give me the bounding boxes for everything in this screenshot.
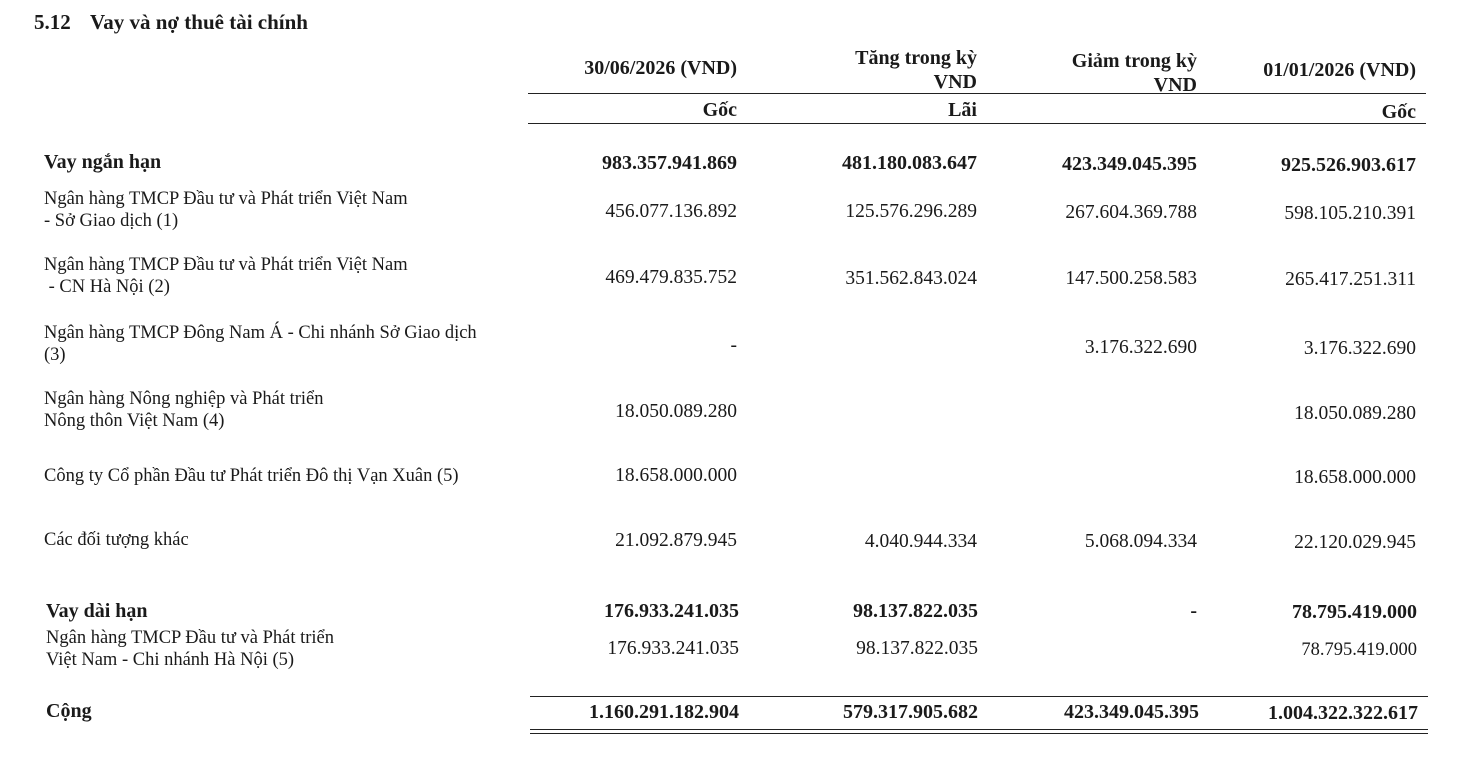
table-cell: 18.658.000.000 (1294, 467, 1416, 488)
table-row-label: Công ty Cổ phần Đầu tư Phát triển Đô thị Vạn Xuân (5) (44, 466, 459, 486)
table-cell: 469.479.835.752 (605, 267, 737, 288)
total-v2: 579.317.905.682 (843, 701, 978, 723)
table-cell: 5.068.094.334 (1084, 531, 1197, 552)
row-label-line2: - CN Hà Nội (2) (44, 277, 170, 297)
row-label-line2: (3) (44, 345, 66, 365)
table-cell: 351.562.843.024 (845, 268, 977, 289)
row-label-line1: Ngân hàng TMCP Đầu tư và Phát triển (46, 628, 335, 648)
table-cell: 98.137.822.035 (856, 638, 978, 659)
table-cell: 22.120.029.945 (1294, 532, 1416, 553)
total-double-rule-2 (530, 733, 1428, 734)
col2-header-line2: VND (933, 71, 977, 93)
col3-header-line2: VND (1153, 74, 1197, 96)
row-long-term-v4: 78.795.419.000 (1292, 601, 1417, 623)
table-cell: 265.417.251.311 (1285, 269, 1416, 290)
table-row-label (44, 188, 408, 232)
total-label: Cộng (46, 700, 92, 722)
col4-subheader: Gốc (1381, 101, 1416, 123)
table-cell: 18.050.089.280 (615, 401, 737, 422)
table-cell: 456.077.136.892 (605, 201, 737, 222)
row-short-term-v4: 925.526.903.617 (1281, 154, 1416, 176)
table-cell: 18.658.000.000 (615, 465, 737, 486)
table-cell: 147.500.258.583 (1065, 268, 1197, 289)
row-long-term-v2: 98.137.822.035 (853, 600, 978, 622)
row-short-term-v2: 481.180.083.647 (842, 152, 977, 174)
row-label-line1: Ngân hàng Nông nghiệp và Phát triển (44, 389, 324, 409)
row-short-term-v1: 983.357.941.869 (602, 152, 737, 174)
col2-subheader: Lãi (948, 99, 977, 121)
table-cell: 125.576.296.289 (845, 201, 977, 222)
table-cell: 18.050.089.280 (1294, 403, 1416, 424)
row-label-line1: Ngân hàng TMCP Đông Nam Á - Chi nhánh Sở Giao dịch (44, 323, 477, 343)
table-row-label: Các đối tượng khác (44, 530, 189, 550)
col1-subheader: Gốc (702, 99, 737, 121)
total-double-rule-1 (530, 729, 1428, 730)
col3-header (1072, 49, 1197, 97)
row-short-term-v3: 423.349.045.395 (1062, 153, 1197, 175)
table-cell: 267.604.369.788 (1065, 202, 1197, 223)
total-v3: 423.349.045.395 (1064, 701, 1199, 723)
section-title-text: Vay và nợ thuê tài chính (90, 10, 308, 34)
col3-header-line1: Giảm trong kỳ (1071, 50, 1197, 72)
table-cell: 3.176.322.690 (1303, 338, 1416, 359)
total-v1: 1.160.291.182.904 (589, 701, 739, 723)
table-cell: 4.040.944.334 (864, 531, 977, 552)
row-label-line2: Nông thôn Việt Nam (4) (44, 411, 225, 431)
col2-header (855, 46, 977, 94)
col2-header-line1: Tăng trong kỳ (855, 47, 977, 69)
table-row-label (44, 388, 324, 432)
section-title (34, 10, 308, 35)
col4-header: 01/01/2026 (VND) (1263, 59, 1416, 81)
row-label-line2: - Sở Giao dịch (1) (44, 211, 179, 231)
table-row-label (46, 627, 334, 671)
row-label-line2: Việt Nam - Chi nhánh Hà Nội (5) (46, 650, 295, 670)
header-bottom-rule (528, 123, 1426, 124)
total-v4: 1.004.322.322.617 (1268, 702, 1418, 724)
row-label-short-term: Vay ngắn hạn (44, 151, 162, 173)
total-top-rule (530, 696, 1428, 697)
table-row-label (44, 254, 408, 298)
col1-header: 30/06/2026 (VND) (584, 57, 737, 79)
row-label-long-term: Vay dài hạn (46, 600, 148, 622)
table-cell: 176.933.241.035 (607, 638, 739, 659)
table-cell: 78.795.419.000 (1301, 640, 1417, 660)
row-label-line1: Ngân hàng TMCP Đầu tư và Phát triển Việt Nam (44, 189, 408, 209)
row-label-line1: Ngân hàng TMCP Đầu tư và Phát triển Việt Nam (44, 255, 408, 275)
table-cell: 598.105.210.391 (1284, 203, 1416, 224)
row-long-term-v3: - (1190, 600, 1197, 622)
row-long-term-v1: 176.933.241.035 (604, 600, 739, 622)
table-cell: - (730, 335, 737, 356)
table-cell: 21.092.879.945 (615, 530, 737, 551)
table-cell: 3.176.322.690 (1084, 337, 1197, 358)
table-row-label (44, 322, 477, 366)
header-top-rule (528, 93, 1426, 94)
section-number: 5.12 (34, 10, 71, 34)
